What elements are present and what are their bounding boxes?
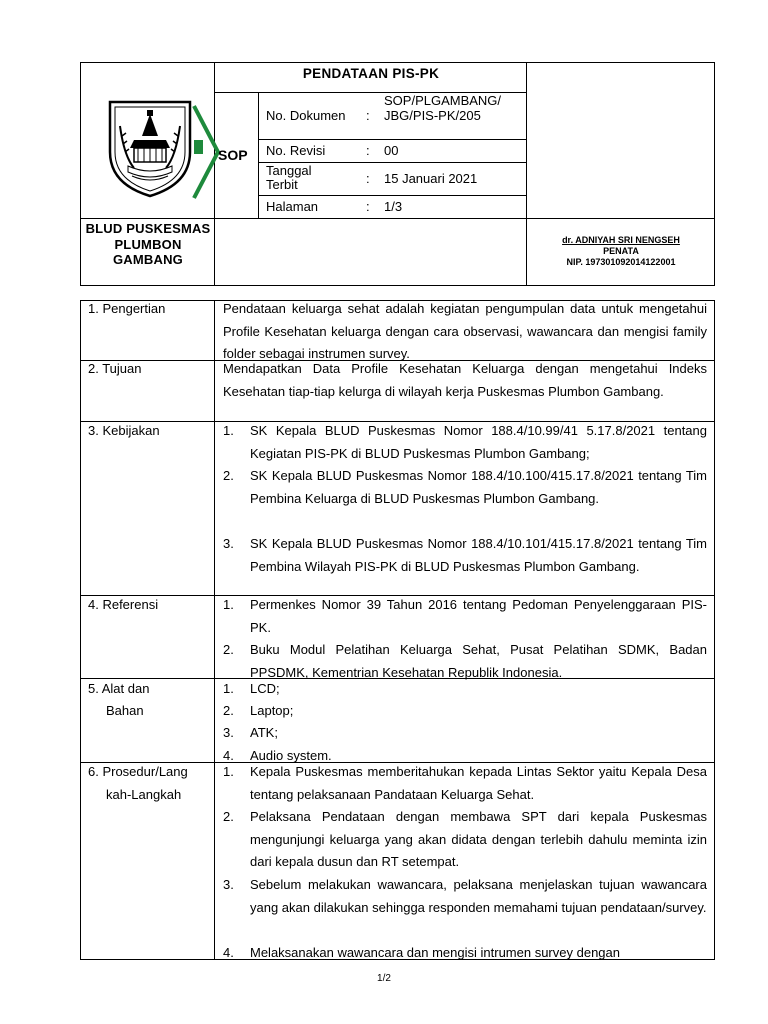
list-number: 1. xyxy=(223,423,234,438)
colon: : xyxy=(366,143,370,158)
section-label-alat-line2: Bahan xyxy=(106,703,144,718)
list-number: 3. xyxy=(223,536,234,551)
list-number: 3. xyxy=(223,725,234,740)
list-text: Melaksanakan wawancara dan mengisi intrumen survey dengan xyxy=(250,945,620,960)
signer-nip: NIP. 197301092014122001 xyxy=(566,257,676,267)
list-text: Laptop; xyxy=(250,703,294,718)
list-text: Audio system. xyxy=(250,748,332,763)
list-text: Kepala Puskesmas memberitahukan kepada Lintas Sektor yaitu Kepala Desa tentang pelaksanaan Pandataan Keluarga Sehat. xyxy=(250,764,707,802)
list-text: Buku Modul Pelatihan Keluarga Sehat, Pusat Pelatihan SDMK, Badan PPSDMK, Kementrian Kesehatan Republik Indonesia. xyxy=(250,642,707,680)
section-label-alat: 5. Alat dan xyxy=(88,681,150,696)
doc-no-value: SOP/PLGAMBANG/ JBG/PIS-PK/205 xyxy=(384,93,502,123)
list-text: SK Kepala BLUD Puskesmas Nomor 188.4/10.100/415.17.8/2021 tentang Tim Pembina Keluarga di BLUD Puskesmas Plumbon Gambang. xyxy=(250,468,707,506)
list-number: 1. xyxy=(223,597,234,612)
list-item xyxy=(223,942,707,960)
regency-emblem-logo xyxy=(104,96,196,200)
list-number: 2. xyxy=(223,809,234,824)
organization-name: BLUD PUSKESMAS PLUMBON GAMBANG xyxy=(85,221,211,267)
list-text: SK Kepala BLUD Puskesmas Nomor 188.4/10.99/41 5.17.8/2021 tentang Kegiatan PIS-PK di BLUD Puskesmas Plumbon Gambang; xyxy=(250,423,707,461)
section-label-pengertian: 1. Pengertian xyxy=(88,301,166,316)
section-text-tujuan: Mendapatkan Data Profile Kesehatan Keluarga dengan mengetahui Indeks Kesehatan tiap-tiap kelurga di wilayah kerja Puskesmas Plumbon Gambang. xyxy=(223,361,707,399)
signer-name: dr. ADNIYAH SRI NENGSEH xyxy=(562,235,680,245)
doc-no-label: No. Dokumen xyxy=(266,108,346,123)
section-text-pengertian: Pendataan keluarga sehat adalah kegiatan pengumpulan data untuk mengetahui Profile Kesehatan keluarga dengan cara observasi, wawancara dan mengisi family folder sebagai instrumen survey. xyxy=(223,301,707,362)
colon: : xyxy=(366,199,370,214)
list-number: 2. xyxy=(223,703,234,718)
section-label-prosedur-line2: kah-Langkah xyxy=(106,787,182,802)
list-text: Sebelum melakukan wawancara, pelaksana menjelaskan tujuan wawancara yang akan dilakukan sehingga responden memahami tujuan pendataan/survey. xyxy=(250,877,707,915)
colon: : xyxy=(366,171,370,186)
signature-block xyxy=(527,235,715,268)
document-title: PENDATAAN PIS-PK xyxy=(302,66,440,81)
list-text: SK Kepala BLUD Puskesmas Nomor 188.4/10.101/415.17.8/2021 tentang Tim Pembina Wilayah PIS-PK di BLUD Puskesmas Plumbon Gambang. xyxy=(250,536,707,574)
sop-label: SOP xyxy=(218,147,248,163)
list-number: 3. xyxy=(223,877,234,892)
header-divider xyxy=(80,218,715,219)
section-label-referensi: 4. Referensi xyxy=(88,597,159,612)
list-text: LCD; xyxy=(250,681,280,696)
revision-label: No. Revisi xyxy=(266,143,326,158)
column-divider xyxy=(214,300,215,960)
list-number: 4. xyxy=(223,945,234,960)
page-number: 1/2 xyxy=(377,973,391,984)
page-label: Halaman xyxy=(266,199,319,214)
issue-date-value: 15 Januari 2021 xyxy=(384,171,478,186)
list-number: 1. xyxy=(223,681,234,696)
issue-date-label: Tanggal Terbit xyxy=(266,163,312,192)
list-text: ATK; xyxy=(250,725,278,740)
header-divider xyxy=(258,92,259,218)
section-label-tujuan: 2. Tujuan xyxy=(88,361,142,376)
list-number: 4. xyxy=(223,748,234,763)
header-divider xyxy=(258,195,526,196)
revision-value: 00 xyxy=(384,143,399,158)
section-label-kebijakan: 3. Kebijakan xyxy=(88,423,160,438)
list-number: 2. xyxy=(223,642,234,657)
list-number: 2. xyxy=(223,468,234,483)
page-value: 1/3 xyxy=(384,199,403,214)
signer-rank: PENATA xyxy=(603,246,639,256)
list-text: Permenkes Nomor 39 Tahun 2016 tentang Pedoman Penyelenggaraan PIS-PK. xyxy=(250,597,707,635)
list-number: 1. xyxy=(223,764,234,779)
colon: : xyxy=(366,108,370,123)
header-divider xyxy=(258,139,526,140)
section-label-prosedur: 6. Prosedur/Lang xyxy=(88,764,188,779)
list-text: Pelaksana Pendataan dengan membawa SPT dari kepala Puskesmas mengunjungi keluarga yang akan didata dengan terlebih dahulu meminta izin dari kepala dusun dan RT setempat. xyxy=(250,809,707,870)
